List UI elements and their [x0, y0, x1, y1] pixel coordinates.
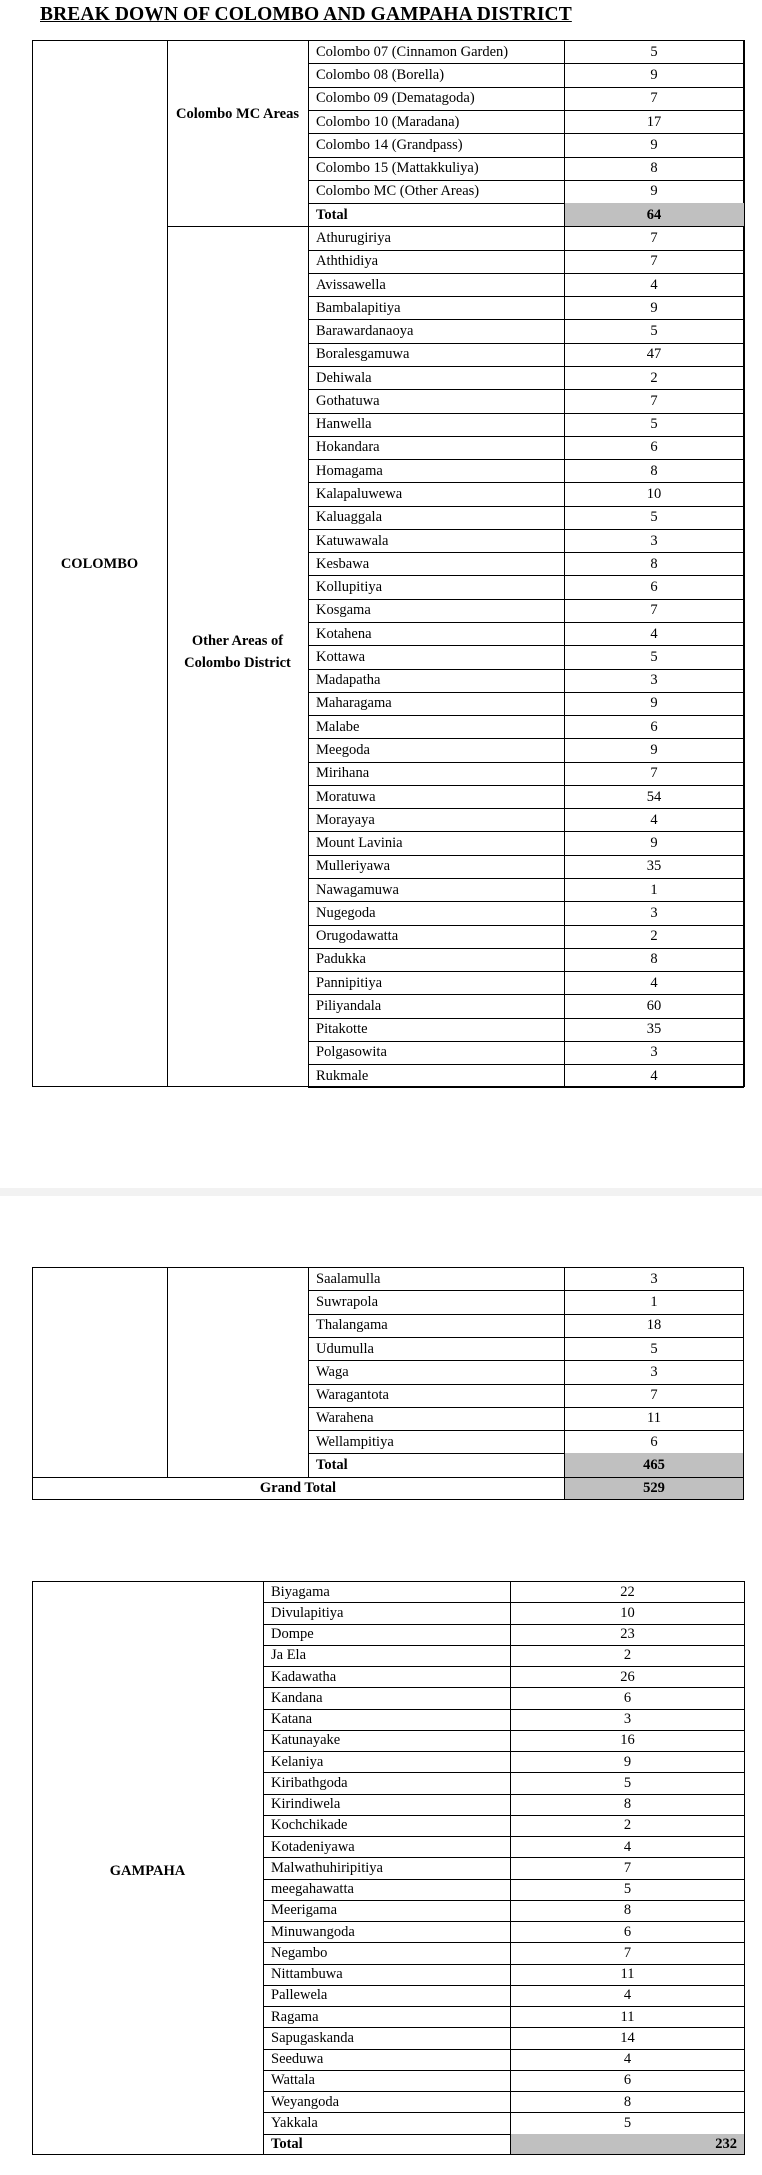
row-value: 11 [620, 1966, 635, 1983]
row-value: 4 [623, 2051, 632, 2068]
table-row [263, 2070, 745, 2091]
row-value: 47 [646, 346, 662, 363]
row-value: 9 [650, 66, 658, 83]
row-value: 6 [650, 718, 658, 735]
table-row [308, 901, 744, 924]
row-name: Colombo MC (Other Areas) [316, 183, 480, 200]
row-name: Madapatha [316, 672, 381, 689]
row-value: 9 [650, 835, 658, 852]
row-name: Dehiwala [316, 369, 372, 386]
row-name: Colombo 09 (Dematagoda) [316, 90, 475, 107]
table-row [263, 1602, 745, 1623]
row-name: Katuwawala [316, 532, 389, 549]
row-value: 22 [620, 1583, 635, 1600]
row-value: 6 [623, 1689, 632, 1706]
table-row [308, 506, 744, 529]
table-row [263, 2027, 745, 2048]
row-name: Kaluaggala [316, 509, 383, 526]
row-name: Kelaniya [271, 1753, 324, 1770]
row-name: Nugegoda [316, 904, 376, 921]
table-row [308, 762, 744, 785]
row-name: Pitakotte [316, 1021, 368, 1038]
row-name: Barawardanaoya [316, 323, 414, 340]
row-name: Hokandara [316, 439, 380, 456]
row-value: 4 [650, 276, 658, 293]
total-value: 64 [646, 206, 662, 223]
table-row [263, 1687, 745, 1708]
row-value: 3 [650, 532, 658, 549]
row-name: Weyangoda [271, 2093, 340, 2110]
row-name: Thalangama [316, 1317, 388, 1334]
table-row [308, 1337, 744, 1360]
row-name: Rukmale [316, 1067, 369, 1084]
row-name: Aththidiya [316, 253, 379, 270]
row-name: Kesbawa [316, 555, 370, 572]
table-row [308, 1041, 744, 1064]
row-name: Malabe [316, 718, 360, 735]
row-value: 2 [650, 928, 658, 945]
table-row [308, 785, 744, 808]
table-row [308, 1384, 744, 1407]
row-value: 18 [646, 1317, 662, 1334]
table-row [308, 971, 744, 994]
row-name: Kollupitiya [316, 579, 383, 596]
row-value: 8 [650, 951, 658, 968]
row-value: 8 [623, 1796, 632, 1813]
row-value: 35 [646, 858, 662, 875]
row-name: Athurugiriya [316, 230, 391, 247]
table-row [308, 436, 744, 459]
table-row [308, 622, 744, 645]
row-name: Dompe [271, 1626, 314, 1643]
row-name: Colombo 15 (Mattakkuliya) [316, 160, 479, 177]
table-row [263, 2049, 745, 2070]
table-row [308, 1290, 744, 1313]
row-name: Kosgama [316, 602, 371, 619]
row-name: Biyagama [271, 1583, 330, 1600]
row-value: 9 [650, 136, 658, 153]
row-name: Meerigama [271, 1902, 338, 1919]
col-divider [167, 1267, 168, 1477]
row-name: Udumulla [316, 1340, 374, 1357]
row-value: 4 [650, 625, 658, 642]
grand-total-label: Grand Total [259, 1480, 337, 1497]
row-name: Nawagamuwa [316, 881, 399, 898]
row-value: 6 [650, 579, 658, 596]
row-value: 4 [650, 974, 658, 991]
row-name: Kotahena [316, 625, 372, 642]
row-name: Malwathuhiripitiya [271, 1859, 383, 1876]
row-name: Sapugaskanda [271, 2029, 354, 2046]
table-row [263, 1666, 745, 1687]
row-name: Mulleriyawa [316, 858, 391, 875]
table-row [308, 599, 744, 622]
table-row [263, 1815, 745, 1836]
row-value: 2 [650, 369, 658, 386]
row-value: 9 [650, 183, 658, 200]
mc-total-row [308, 203, 744, 226]
row-name: Saalamulla [316, 1270, 381, 1287]
table-row [263, 2006, 745, 2027]
district-label: COLOMBO [60, 556, 139, 572]
table-row [263, 2091, 745, 2112]
mc-group-label: Colombo MC Areas [176, 106, 299, 122]
row-name: Homagama [316, 462, 383, 479]
page-break [0, 1188, 762, 1196]
row-value: 8 [650, 555, 658, 572]
table-row [263, 1772, 745, 1793]
table-row [308, 319, 744, 342]
table-row [263, 1709, 745, 1730]
table-row [308, 831, 744, 854]
row-value: 54 [646, 788, 662, 805]
table-row [308, 63, 744, 86]
row-value: 3 [650, 1363, 658, 1380]
table-row [308, 1064, 744, 1087]
gampaha-total-row [263, 2134, 745, 2155]
row-name: Hanwella [316, 416, 372, 433]
row-name: Suwrapola [316, 1293, 379, 1310]
table-row [308, 157, 744, 180]
table-row [263, 1730, 745, 1751]
row-value: 4 [623, 1838, 632, 1855]
table-row [263, 1645, 745, 1666]
total-value: 232 [715, 2136, 737, 2153]
table-row [308, 1267, 744, 1290]
row-name: Nittambuwa [271, 1966, 343, 1983]
row-value: 2 [623, 1817, 632, 1834]
row-value: 5 [650, 1340, 658, 1357]
row-name: Colombo 07 (Cinnamon Garden) [316, 43, 509, 60]
row-value: 1 [650, 1293, 658, 1310]
table-row [263, 1879, 745, 1900]
table-row [308, 925, 744, 948]
col-divider [167, 40, 168, 1087]
table-row [308, 273, 744, 296]
table-row [263, 2112, 745, 2133]
table-row [263, 1921, 745, 1942]
grand-total-value: 529 [643, 1480, 665, 1497]
table-row [308, 529, 744, 552]
table-row [308, 1407, 744, 1430]
table-row [308, 855, 744, 878]
table-row [263, 1836, 745, 1857]
total-label: Total [316, 1457, 348, 1474]
row-value: 1 [650, 881, 658, 898]
row-value: 7 [650, 765, 658, 782]
row-name: Minuwangoda [271, 1923, 355, 1940]
grand-total-row [32, 1477, 744, 1500]
row-name: Kottawa [316, 648, 366, 665]
table-row [308, 482, 744, 505]
row-name: Padukka [316, 951, 366, 968]
row-value: 7 [650, 602, 658, 619]
row-name: Mount Lavinia [316, 835, 403, 852]
row-name: Waragantota [316, 1387, 389, 1404]
row-name: Kirindiwela [271, 1796, 341, 1813]
table-row [308, 645, 744, 668]
table-row [308, 87, 744, 110]
row-value: 14 [620, 2029, 635, 2046]
row-name: Kotadeniyawa [271, 1838, 355, 1855]
table-row [308, 738, 744, 761]
table-row [308, 180, 744, 203]
row-value: 9 [650, 741, 658, 758]
row-value: 5 [650, 509, 658, 526]
row-name: Bambalapitiya [316, 299, 401, 316]
table-row [308, 669, 744, 692]
table-row [308, 878, 744, 901]
table-row [308, 1360, 744, 1383]
table-row [263, 1624, 745, 1645]
row-value: 8 [623, 1902, 632, 1919]
table-row [308, 692, 744, 715]
row-value: 60 [646, 997, 662, 1014]
row-value: 3 [650, 1270, 658, 1287]
table-row [308, 250, 744, 273]
row-name: Moratuwa [316, 788, 376, 805]
total-label: Total [271, 2136, 303, 2153]
table-row [308, 1314, 744, 1337]
row-name: Kandana [271, 1689, 323, 1706]
table-row [308, 715, 744, 738]
row-value: 8 [623, 2093, 632, 2110]
row-value: 10 [620, 1604, 635, 1621]
row-value: 3 [650, 904, 658, 921]
row-value: 26 [620, 1668, 635, 1685]
row-value: 23 [620, 1626, 635, 1643]
row-name: Piliyandala [316, 997, 382, 1014]
district-label: GAMPAHA [109, 1863, 186, 1879]
row-name: Wellampitiya [316, 1433, 394, 1450]
row-value: 7 [650, 253, 658, 270]
table-row [308, 226, 744, 249]
row-value: 4 [650, 1067, 658, 1084]
row-value: 3 [623, 1711, 632, 1728]
row-value: 6 [623, 1923, 632, 1940]
row-name: Polgasowita [316, 1044, 387, 1061]
row-name: Kalapaluwewa [316, 485, 403, 502]
row-value: 5 [650, 416, 658, 433]
row-name: Kochchikade [271, 1817, 348, 1834]
table-row [308, 948, 744, 971]
row-name: Divulapitiya [271, 1604, 344, 1621]
row-name: Pallewela [271, 1987, 328, 2004]
row-value: 7 [650, 90, 658, 107]
row-name: Ragama [271, 2008, 319, 2025]
table-row [308, 389, 744, 412]
row-name: Mirihana [316, 765, 370, 782]
table-row [263, 1794, 745, 1815]
table-row [308, 1018, 744, 1041]
row-value: 9 [650, 695, 658, 712]
row-name: Boralesgamuwa [316, 346, 410, 363]
row-name: Maharagama [316, 695, 392, 712]
table-row [263, 1900, 745, 1921]
table-row [308, 575, 744, 598]
row-value: 5 [650, 648, 658, 665]
row-value: 5 [650, 323, 658, 340]
other-group-label: Other Areas of Colombo District [184, 633, 291, 671]
row-value: 7 [650, 1387, 658, 1404]
row-value: 5 [623, 2114, 632, 2131]
table-row [308, 366, 744, 389]
row-name: Katunayake [271, 1732, 341, 1749]
row-name: Waga [316, 1363, 349, 1380]
table-row [308, 459, 744, 482]
row-value: 7 [650, 392, 658, 409]
row-value: 5 [623, 1774, 632, 1791]
row-value: 3 [650, 672, 658, 689]
row-name: Colombo 14 (Grandpass) [316, 136, 463, 153]
table-row [263, 1985, 745, 2006]
row-name: Orugodawatta [316, 928, 399, 945]
row-name: Morayaya [316, 811, 375, 828]
row-name: Ja Ela [271, 1647, 307, 1664]
table-row [308, 1430, 744, 1453]
row-value: 8 [650, 462, 658, 479]
page-title: BREAK DOWN OF COLOMBO AND GAMPAHA DISTRICT [40, 4, 572, 25]
table-row [308, 808, 744, 831]
row-value: 7 [650, 230, 658, 247]
row-value: 35 [646, 1021, 662, 1038]
row-value: 6 [623, 2072, 632, 2089]
row-name: Avissawella [316, 276, 386, 293]
table-row [308, 40, 744, 63]
row-value: 11 [620, 2008, 635, 2025]
row-value: 16 [620, 1732, 635, 1749]
table-row [308, 552, 744, 575]
table-row [308, 110, 744, 133]
row-name: Gothatuwa [316, 392, 380, 409]
row-value: 6 [650, 439, 658, 456]
table-row [263, 1581, 745, 1602]
table-row [308, 133, 744, 156]
table-row [308, 994, 744, 1017]
other-total-row [308, 1453, 744, 1476]
row-value: 17 [646, 113, 662, 130]
row-value: 7 [623, 1859, 632, 1876]
row-value: 5 [650, 43, 658, 60]
row-name: Colombo 08 (Borella) [316, 66, 445, 83]
table-row [308, 413, 744, 436]
col-divider [744, 40, 745, 1087]
row-name: Seeduwa [271, 2051, 324, 2068]
row-name: Kadawatha [271, 1668, 337, 1685]
row-name: Kiribathgoda [271, 1774, 348, 1791]
row-name: Warahena [316, 1410, 374, 1427]
total-label: Total [316, 206, 348, 223]
row-value: 3 [650, 1044, 658, 1061]
row-name: Colombo 10 (Maradana) [316, 113, 460, 130]
row-value: 9 [623, 1753, 632, 1770]
row-name: Wattala [271, 2072, 315, 2089]
row-name: Yakkala [271, 2114, 318, 2131]
row-value: 5 [623, 1881, 632, 1898]
row-name: meegahawatta [271, 1881, 354, 1898]
table-row [263, 1964, 745, 1985]
table-row [308, 296, 744, 319]
row-value: 11 [647, 1410, 661, 1427]
row-value: 4 [623, 1987, 632, 2004]
row-value: 8 [650, 160, 658, 177]
table-row [263, 1751, 745, 1772]
table-row [308, 343, 744, 366]
table-row [263, 1942, 745, 1963]
row-value: 6 [650, 1433, 658, 1450]
row-value: 4 [650, 811, 658, 828]
row-value: 2 [623, 1647, 632, 1664]
row-name: Negambo [271, 1944, 328, 1961]
row-value: 9 [650, 299, 658, 316]
row-divider [308, 1087, 744, 1088]
row-name: Meegoda [316, 741, 370, 758]
row-value: 7 [623, 1944, 632, 1961]
total-value: 465 [643, 1457, 665, 1474]
row-name: Pannipitiya [316, 974, 383, 991]
row-value: 10 [646, 485, 662, 502]
row-name: Katana [271, 1711, 313, 1728]
table-row [263, 1857, 745, 1878]
